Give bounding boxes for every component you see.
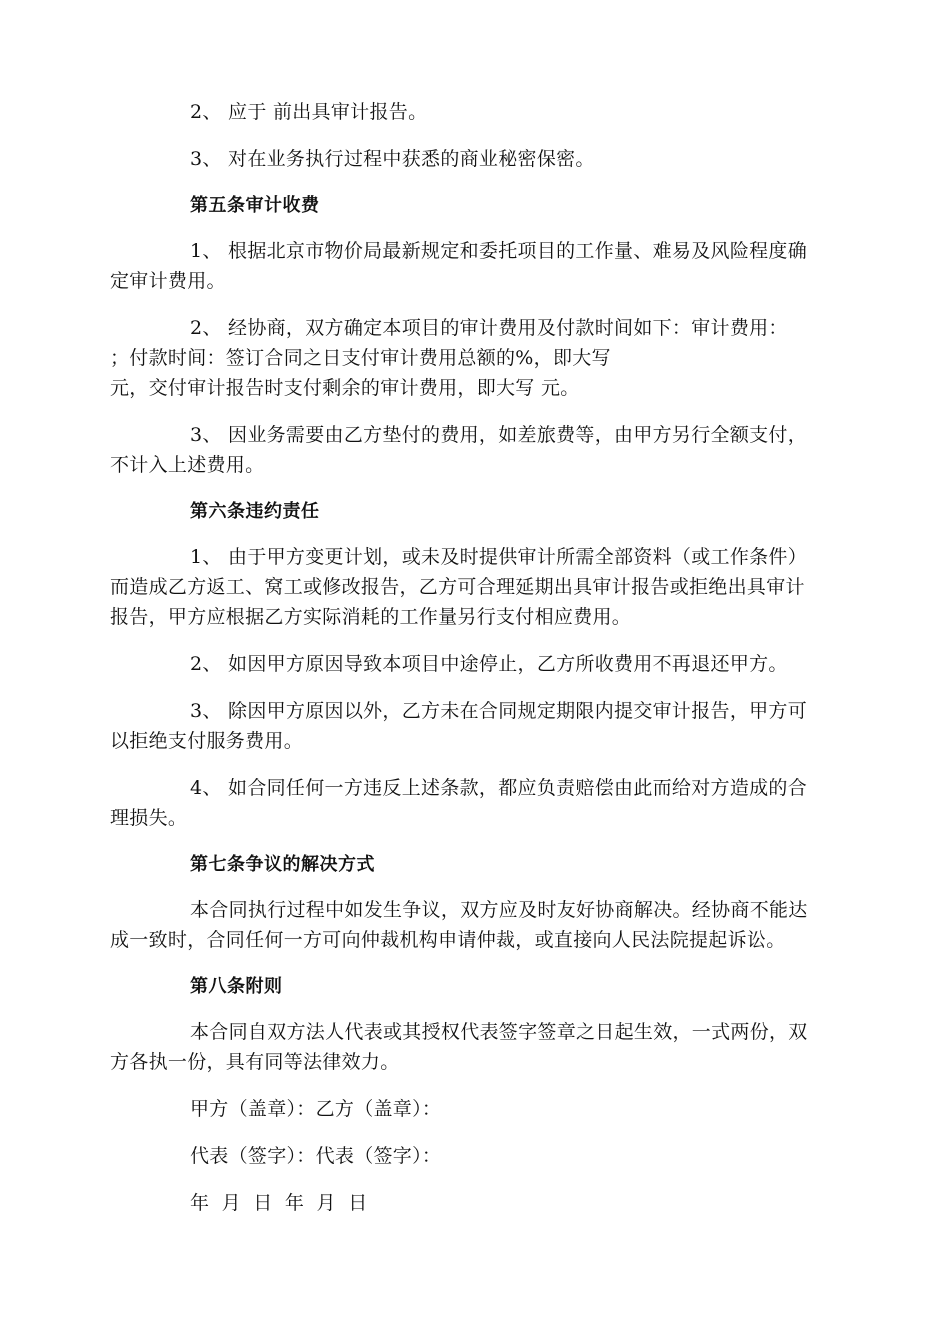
section-heading-6: 第六条违约责任 (190, 501, 320, 522)
text-line: 本合同执行过程中如发生争议，双方应及时友好协商解决。经协商不能达 (190, 899, 808, 921)
clause-6-item-3 (110, 696, 842, 756)
text-line: 方各执一份，具有同等法律效力。 (110, 1051, 400, 1073)
section-heading-5: 第五条审计收费 (190, 195, 320, 216)
text-line: 3、 除因甲方原因以外，乙方未在合同规定期限内提交审计报告，甲方可 (190, 700, 808, 722)
text-line: 1、 由于甲方变更计划，或未及时提供审计所需全部资料（或工作条件） (190, 546, 808, 568)
section-heading-7: 第七条争议的解决方式 (190, 854, 375, 875)
text-line: 以拒绝支付服务费用。 (110, 730, 304, 752)
signature-date-line (110, 1188, 842, 1218)
text-line: 理损失。 (110, 807, 188, 829)
clause-5-item-3 (110, 420, 842, 480)
text-line: 3、 因业务需要由乙方垫付的费用，如差旅费等，由甲方另行全额支付， (190, 424, 808, 446)
text-line: 本合同自双方法人代表或其授权代表签字签章之日起生效，一式两份，双 (190, 1021, 808, 1043)
text-line: 3、 对在业务执行过程中获悉的商业秘密保密。 (190, 148, 595, 170)
text-line: 代表（签字）：代表（签字）： (190, 1145, 442, 1167)
text-line: 2、 经协商，双方确定本项目的审计费用及付款时间如下：审计费用： (190, 317, 788, 339)
clause-7-body (110, 895, 842, 955)
clause-6-item-2 (110, 649, 842, 679)
text-line: 定审计费用。 (110, 270, 226, 292)
section-heading-8: 第八条附则 (190, 976, 283, 997)
clause-4-item-2 (110, 97, 842, 127)
text-line: 成一致时，合同任何一方可向仲裁机构申请仲裁，或直接向人民法院提起诉讼。 (110, 929, 786, 951)
clause-5-item-1 (110, 236, 842, 296)
clause-6-item-4 (110, 773, 842, 833)
text-line: ；付款时间：签订合同之日支付审计费用总额的%，即大写 (110, 347, 611, 369)
text-line: 甲方（盖章）：乙方（盖章）： (190, 1098, 442, 1120)
clause-6-item-1 (110, 542, 842, 632)
text-line: 而造成乙方返工、窝工或修改报告，乙方可合理延期出具审计报告或拒绝出具审计 (110, 576, 805, 598)
text-line: 年 月 日 年 月 日 (190, 1192, 368, 1214)
text-line: 4、 如合同任何一方违反上述条款，都应负责赔偿由此而给对方造成的合 (190, 777, 808, 799)
signature-rep-line (110, 1141, 842, 1171)
text-line: 元，交付审计报告时支付剩余的审计费用，即大写 元。 (110, 377, 580, 399)
clause-8-body (110, 1017, 842, 1077)
text-line: 报告，甲方应根据乙方实际消耗的工作量另行支付相应费用。 (110, 606, 632, 628)
text-line: 2、 应于 前出具审计报告。 (190, 101, 428, 123)
signature-seal-line (110, 1094, 842, 1124)
clause-4-item-3 (110, 144, 842, 174)
text-line: 1、 根据北京市物价局最新规定和委托项目的工作量、难易及风险程度确 (190, 240, 808, 262)
clause-5-item-2 (110, 313, 842, 403)
text-line: 2、 如因甲方原因导致本项目中途停止，乙方所收费用不再退还甲方。 (190, 653, 788, 675)
text-line: 不计入上述费用。 (110, 454, 265, 476)
